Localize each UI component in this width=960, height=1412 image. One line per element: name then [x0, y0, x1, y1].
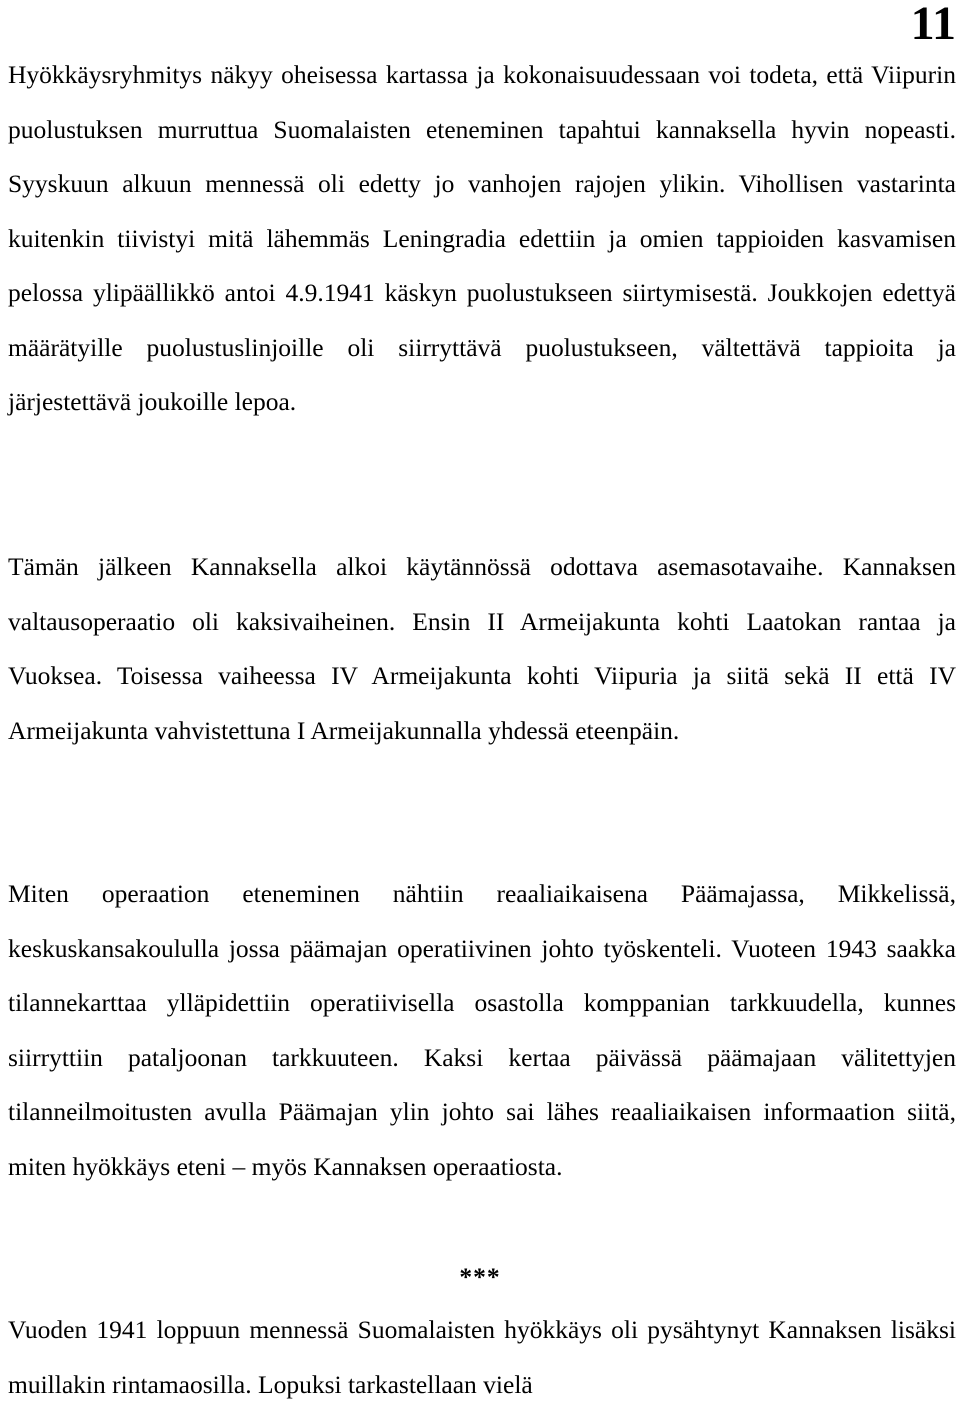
paragraph-end-of-1941: Vuoden 1941 loppuun mennessä Suomalaisten hyökkäys oli pysähtynyt Kannaksen lisäksi muillakin rintamaosilla. Lopuksi tarkastellaan vielä: [8, 1315, 956, 1399]
page-number: 11: [910, 0, 956, 50]
section-separator: ***: [459, 1262, 501, 1291]
paragraph-headquarters-view: Miten operaation eteneminen nähtiin reaaliaikaisena Päämajassa, Mikkelissä, keskuskansakoululla jossa päämajan operatiivinen johto työskenteli. Vuoteen 1943 saakka tilannekarttaa ylläpidettiin operatiivisella osastolla komppanian tarkkuudella, kunnes siirryttiin pataljoonan tarkkuuteen. Kaksi kertaa päivässä päämajaan välitettyjen tilanneilmoitusten avulla Päämajan ylin johto sai lähes reaaliaikaisen informaation siitä, miten hyökkäys eteni – myös Kannaksen operaatiosta.: [8, 879, 956, 1181]
paragraph-offensive-grouping: Hyökkäysryhmitys näkyy oheisessa kartassa ja kokonaisuudessaan voi todeta, että Viipurin puolustuksen murruttua Suomalaisten eteneminen tapahtui kannaksella hyvin nopeasti. Syyskuun alkuun mennessä oli edetty jo vanhojen rajojen ylikin. Vihollisen vastarinta kuitenkin tiivistyi mitä lähemmäs Leningradia edettiin ja omien tappioiden kasvamisen pelossa ylipäällikkö antoi 4.9.1941 käskyn puolustukseen siirtymisestä. Joukkojen edettyä määrätyille puolustuslinjoille oli siirryttävä puolustukseen, vältettävä tappioita ja järjestettävä joukoille lepoa.: [8, 60, 956, 416]
paragraph-trench-war-phase: Tämän jälkeen Kannaksella alkoi käytännössä odottava asemasotavaihe. Kannaksen valtausoperaatio oli kaksivaiheinen. Ensin II Armeijakunta kohti Laatokan rantaa ja Vuoksea. Toisessa vaiheessa IV Armeijakunta kohti Viipuria ja siitä sekä II että IV Armeijakunta vahvistettuna I Armeijakunnalla yhdessä eteenpäin.: [8, 552, 956, 745]
